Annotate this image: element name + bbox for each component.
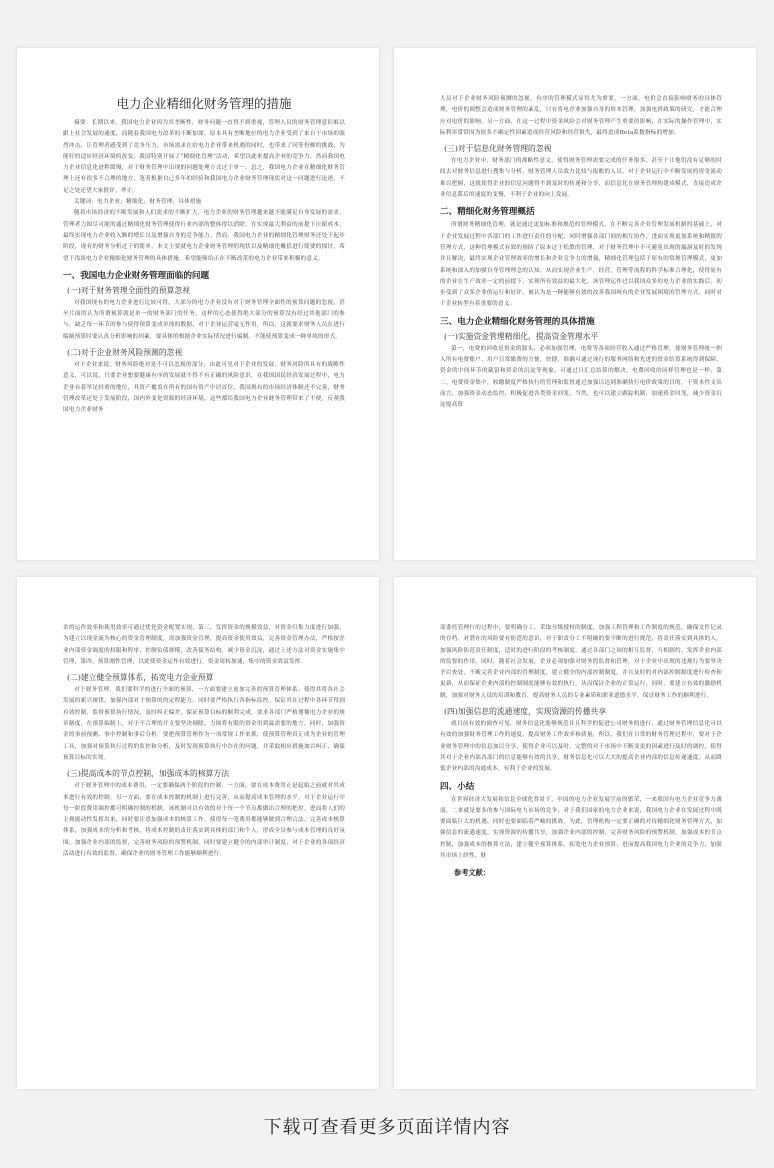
body-paragraph: 部委托管理行的过程中，要明确分工，采取分级授权的制度，加强工程管理和工作制度的规范，确保文件记录的存档，对潜在的风险要有防范的意识，对于职责分工不明确的要不断的进行规范，将责任落实到具体的人，加强风险防范责任制度，适时的进行阶段的考核制度，通过各部门之间的相互监督，互相制约，发挥企业内部的监督的作用，同时，随着社会发展，企业必须加强对财务的监督和管理，对于企业中出现的违规行为要坚决予以查处，不断完善企业内部的管理制度，建立健全的内部控制制度，并且及时的对内部控制制度进行检查和更新，从而保证企业内部的控制制度能够有效的执行，从而保证企业的正常运行，同时，要建立有效的激励机制，加强对财务人员的培训和教育，提高财务人员的专业素质和职业道德水平，保证财务工作的顺利进行。 bbox=[440, 625, 722, 699]
intro-paragraph: 随着市场经济的不断发展和人们需求的不断扩大，电力企业的财务管理越来越不能满足自身发展的需求，管理者力图尽可能的通过精细化财务管理使得行业内部的整体得以消除，在实现最大利益的前提下压缩成本，最终实现电力企业收入额的增长以及增强自身的竞争能力。然而，我国电力企业的精细化管理财务还处于起步阶段，现有的财务分析过于的简单，本文主要就电力企业财务管理的现状以及精细化概括进行简要的探讨，希望于浅谈电力企业精细化财务管理的具体措施，希望能够给正在不断改革的电力企业带来积极的意义。 bbox=[63, 210, 345, 262]
document-page-4 bbox=[394, 577, 756, 1089]
body-paragraph: 对我国现有的电力企业进行比较可得，大部分的电力企业没有对于财务管理全面性的预算问题的忽视，甚至片面的认为所谓预算就是单一的财务部门的任务，这样的心态使得绝大部分的预算没有经过其他部门的参与，缺乏每一环节的参与使得预算变成单纯的数据，对于企业运营毫无作用，所以，这就要求财务人员在进行编制预算时要认真分析影响的因素，要具体的根据企业实际情况进行编制，不能使预算变成一种单纯的形式。 bbox=[63, 299, 345, 340]
subsection-heading: (一)对于财务管理全面性的预算忽视 bbox=[67, 285, 191, 295]
abstract-paragraph: 摘要：长期以来，我国电力企业因为其垄断性，财务问题一直得不到重视，管理人员的财务管理意识难以跟上社会发展的速度，而随着我国电力改革的不断加深，原本具有垄断地位的电力企业受到了来自于市场的强烈冲击，让管理者感受到了竞争压力，市场需求在给电力企业带来机遇的同时，也带来了同等份额的挑战，为能好的适应经济环境的改变，我国特别开展了“精细化管理”活动，希望以此来提高企业的竞争力，然而我国电力企业信息化进程缓慢，对于财务管理中出现的问题处理方式过于单一，总之，我国电力企业在精细化财务管理上还有很多不合理的地方，笔者根据自己多年的经验和我国电力企业财务管理现状对这一问题进行论述，不足之处还望大家批评，斧正。 bbox=[63, 120, 345, 194]
body-paragraph: 人员对于企业财务风险预测的忽视，有序的管理模式显得尤为重要，一方面，电价会直接影响财务的具体管理，电价的调整会造成财务管理的紊乱，只有将电企业加强自身的资本管理，加强电价政策的研究，才能合理应对电价的影响，另一方面，在这一过程中资金风险会对财务管理产生重要的影响，在实际的操作管理中，实际利率常常因为很多不确定性因素造成经营风险和经营损失，最终造成Beta系数指标的增加。 bbox=[440, 96, 722, 136]
subsection-heading: (四)加强信息的流通速度，实现资源的传播共享 bbox=[444, 707, 607, 717]
subsection-heading: (三)提高成本的节点控制，加强成本的核算方法 bbox=[67, 769, 230, 779]
body-paragraph: 所谓财务精细化管理，就是通过更加标准和规范的管理模式，在不断完善企业管理发展机制的基础上，对于企业发展过程中各部门的工作进行责任的分配，同时增强各部门间的相互协作，进而实现更加系统和精致的管理方式，这种管理模式有效的预防了原本过于松散的管理，对于财务管理中不可避免出现的漏洞及时的发现并且解决，最终实现企业管理效率的增长和企业竞争力的增强，精细化管理包括于原有的常规管理模式，更加系统和深入的加强自身管理理念的认知，从而实现企业生产，经营，管理等流程的科学标准合理化，使得原有的企业在生产效率一定的前提下，实现所有效益的最大化，该管理运作过以我国众多的电力企业的实践后，初步受到了众多企业的运行和好评，被认为是一种能够有效的改善我国现有的企业发展困境的管理方式，同时对于企业转型有着重要的意义。 bbox=[440, 222, 722, 308]
document-page-1 bbox=[17, 48, 379, 560]
section-heading: 一、我国电力企业财务管理面临的问题 bbox=[63, 270, 210, 281]
section-heading: 二、精细化财务管理概括 bbox=[440, 207, 535, 218]
body-paragraph: 在世界经济大发展和信息全球化背景下，中国的电力企业发展空前的繁荣，一来我国有电力企业竞争力薄弱，二来就是要多的参与国际电力市场的竞争，对于我们国家的电力企业来说，我国电力企业在发展过程中既要面临巨大的机遇，同时也要面临着严峻的挑战，为此，管理机构一定要正确的对待精细化财务管理方式，加强信息的流通速度，实现资源的传播共享，加强企业内部的控制，完善财务风险的预警机制，加强成本的节点控制，加强成本的核算方法，建立健全预算体系，拓宽电力企业预算，进而提高我国电力企业的竞争力，加强其市场上经性，财 bbox=[440, 796, 722, 860]
body-paragraph: 第一，电费的回收是资金的源头，必须加强管理，电费等各项经营收入通过严格管理，使财务管理统一纳入所有电费账户，用户日常缴费的方便，快捷，准确可通过现行的服务网络和先进的资金结算系统得到保障，资金的中间环节的截留和资金的沉淀等现象，可通过日汇总结算的解决，电费回收的同样管理也是一样，第二，电费资金集中，收缴制度严格执行的管理和监督通过加强以达到准确执行电价政策的目的，于资本性支出而言，加强资金动态监控，积极促进各类资金回笼，当然，也可以建立跟踪机制，加速资金回笼，减少资金沉淀提高资 bbox=[440, 345, 722, 409]
subsection-heading: (一)实施资金管理精细化，提高资金管理水平 bbox=[444, 331, 599, 341]
subsection-heading: (三)对于信息化财务管理的忽视 bbox=[444, 144, 552, 154]
document-page-2 bbox=[394, 48, 756, 560]
section-heading: 四、小结 bbox=[440, 781, 475, 792]
subsection-heading: (二)对于企业财务风险预测的忽视 bbox=[67, 348, 183, 358]
keywords-line: 关键词：电力企业；精细化；财务管理；具体措施 bbox=[74, 199, 202, 206]
body-paragraph: 金的运作效率和使用效率可通过优化资金配置实现，第三，发挥资金的规模效益，对资金归集力度进行加强，为建立以现金流为核心的资金管理制度，需加强资金管理，提高资金使用效益，完善资金管理办法，严格按企业内部资金调度的权限和程序，控制负债规模，改善债务结构，减少资金沉淀，通过上述方法对资金实施集中管理，第四，预算刚性管理，以此使资金运作有效进行，资金周转加速，集中的资金效益发挥。 bbox=[63, 625, 345, 665]
references-heading: 参考文献： bbox=[454, 868, 490, 878]
document-page-3 bbox=[17, 577, 379, 1089]
section-heading: 三、电力企业精细化财务管理的具体措施 bbox=[440, 316, 595, 327]
body-paragraph: 就目前有效的调查可见，财务信息化能够规范并且科学的促进公司财务的进行，通过财务管理信息化可以有效的加强财务管理工作的速度，提高财务工作效率和质量，所以，我们在日常的财务管理过程中，要对于企业财务管理中的信息加以分享，使得企业可以及时、完整的对于市场中不断变更的因素进行及时的调控，使得其对于企业内部各部门的信息能够有效的共享，财务信息化可以大大的提高企业内部的信息传递速度，从而降低企业内部的沟通成本，有利于企业的发展。 bbox=[440, 721, 722, 773]
download-more-link[interactable]: 下载可查看更多页面详情内容 bbox=[263, 1117, 511, 1138]
body-paragraph: 对于企业来说，财务风险绝对是不可以忽视的部分，由此可见对于企业的发展，财务风险所具有的战略性意义，可以说，只要企业想要健康有序的发展就不得不有正确的风险意识，在我国国民经济发展过程中，电力企业有着举足轻重的地位，其资产覆盖在所有的国有资产中居首位，我国现有的市场经济体制还不完善，财务管理改革还处于发展阶段，国内外变化资源的经济环境，这些都给我国电力企业财务管理带来了不便，反观我国电力企业财务 bbox=[63, 362, 345, 414]
subsection-heading: (二)建立健全预算体系，拓宽电力企业预算 bbox=[67, 673, 214, 683]
body-paragraph: 对于财务管理，我们要科学的进行全面的预算，一方面要建立更加完善的预算管理体系，使得其将各社会发展的新兴规律，加强内部对于预算的的定程能力。同时要严格执行各指标监控。保证其在过程中各环节得到有效控制，监督预算执行情况，及时纠正偏差，保证预算目标的顺利完成，要求各部门严格遵循电力企业的规章制度，在预算编制上，对于不合理的开支要坚决剔除，力图将有限的资金用到最需要的地方，同时，加强资金的事前预测、事中控制和事后分析，要把预算管理作为一项常规工作来抓，使预算管理真正成为企业的管理工具，加强对预算执行过程的监控和分析，及时发现预算执行中存在的问题，并采取相应措施加以纠正，确保预算目标的实现。 bbox=[63, 687, 345, 761]
body-paragraph: 对于财务管理中的成本费用，一定要确保两个阶段的控制，一方面，要在成本费用正是起始之前就对其成本进行有效的控制，另一方面，要在成本控制的机制上进行完善，从而提高成本管理的水平，对于企业运行中每一阶段费用调控都可明确控制的机制，该机制可以有效的对于每一个节点都做出合理的把控，进而将人们的主观能动性发挥出来，同时要注意加强成本的核算工作，使得每一笔费用都能够做到合理合法，完善成本核算体系，加强成本的分析和考核，将成本控制的责任落实到具体的部门和个人，形成全员参与成本管理的良好氛围，加强企业内部的监督，完善财务风险的预警机制，同时要建立健全的内部审计制度，对于企业的各项经济活动进行有效的监督，确保企业的财务管理工作能够顺利进行。 bbox=[63, 783, 345, 858]
document-title: 电力企业精细化财务管理的措施 bbox=[116, 96, 292, 111]
body-paragraph: 在电力企业中，财务部门的战略性意义，使得财务管理需要完成的任务很多，甚至于让他们没有足够的时间去对财务信息进行搜集与分析，财务管理人员效力比较与报账的人员，对于企业运行中不断发展的资金流动难以把握，这就使得企业的信息问题得不到及时的传递和分享，而信息化在财务管理构建成模式，直接造成企业信息滞后的速度的变慢，不利于企业的向上发展。 bbox=[440, 158, 722, 199]
